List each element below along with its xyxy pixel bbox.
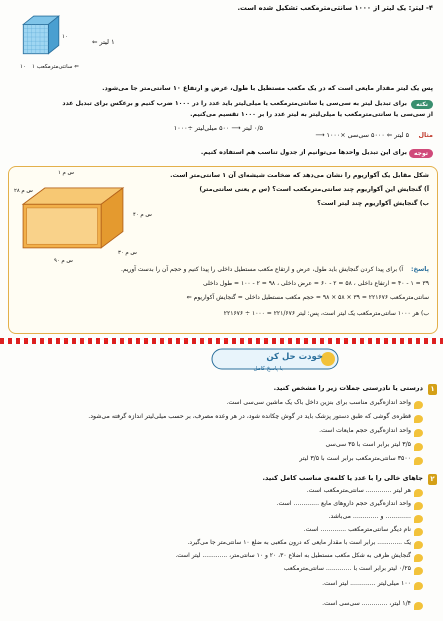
bullet-leaf-icon: [414, 541, 423, 549]
section-heading: ۴- لیتر: یک لیتر از ۱۰۰۰ سانتی‌مترمکعب تشکیل شده است.: [237, 4, 433, 12]
bullet-leaf-icon: [414, 602, 423, 610]
bullet-leaf-icon: [414, 567, 423, 575]
liter-caption: ۱ لیتر ⇐: [92, 38, 115, 46]
q2-item-2: واحد اندازه‌گیری حجم داروهای مایع ............. است.: [276, 500, 411, 507]
liter-definition: پس یک لیتر مقدار مایعی است که در یک مکعب مستطیل با طول، عرض و ارتفاع ۱۰ سانتی‌متر جا می‌شود.: [102, 84, 433, 92]
q1-item-5: ۳۵۰۰ سانتی‌مترمکعب برابر است با ۳/۵ لیتر: [299, 455, 411, 462]
banner-title: خودت حل کن: [266, 352, 323, 362]
q2-item-6: گنجایش ظرفی به شکل مکعب مستطیل به اضلاع ۳۰، ۲۰ و ۱۰ سانتی‌متر، ............. لیتر است.: [175, 552, 411, 559]
answer-line-4: ب) هر ۱۰۰۰ سانتی‌مترمکعب یک لیتر است، پس: لیتر ۲۲۱/۶۷۶ = ۱۰۰۰ ÷ ۲۲۱۶۷۶: [223, 310, 429, 317]
aquarium-dim-height: ۴۰ س م: [133, 212, 152, 218]
box-intro: شکل مقابل یک آکواریوم را نشان می‌دهد که ضخامت شیشه‌ای آن ۱ سانتی‌متر است.: [170, 172, 429, 179]
banner-subtitle: با پاسخ کامل: [253, 366, 283, 372]
section-divider: [0, 338, 443, 344]
bullet-leaf-icon: [414, 415, 423, 423]
answer-label: پاسخ:: [411, 266, 429, 273]
bullet-leaf-icon: [414, 443, 423, 451]
box-question-b: ب) گنجایش آکواریوم چند لیتر است؟: [317, 200, 429, 207]
bullet-leaf-icon: [414, 457, 423, 465]
tip-line: برای این تبدیل واحدها می‌توانیم از جدول تناسب هم استفاده کنیم.: [200, 149, 407, 156]
answer-line-3: سانتی‌مترمکعب ۲۲۱۶۷۶ = ۳۹ × ۵۸ × ۹۸ = حجم مکعب مستطیل داخلی = گنجایش آکواریوم ⇐: [186, 294, 429, 301]
bullet-leaf-icon: [414, 401, 423, 409]
note-tag: نکته: [411, 100, 433, 109]
q1-item-2: قطره‌ی گوشی که طبق دستور پزشک باید در گوش چکانده شود، در هر وعده مصرف، بر حسب میلی‌لیتر اندازه گرفته می‌شود.: [88, 413, 411, 420]
example-line-1: ۵ لیتر ⇐ ۵۰۰۰ سی‌سی ×۱۰۰۰ ⟶: [315, 131, 409, 139]
bullet-leaf-icon: [414, 489, 423, 497]
question-2-prompt: جاهای خالی را با عدد یا کلمه‌ی مناسب کامل کنید.: [262, 474, 423, 482]
q2-item-7: ۰/۲۵ لیتر برابر است با ............. سانتی‌مترمکعب: [283, 565, 411, 572]
q2-item-5: یک ............. برابر است با مقدار مایعی که درون مکعبی به ضلع ۱۰ سانتی‌متر جا می‌گیرد.: [187, 539, 411, 546]
example-tag: مثال: [418, 131, 433, 139]
bullet-leaf-icon: [414, 554, 423, 562]
aquarium-dim-top: ۱ س م: [58, 170, 74, 176]
cube-dim-label-side: ۱۰: [62, 34, 68, 40]
tip-tag: توجه: [409, 149, 433, 158]
q1-item-4: ۳/۵ لیتر برابر است با ۳۵ سی‌سی: [325, 441, 411, 448]
q1-item-1: واحد اندازه‌گیری مناسب برای بنزین داخل باک یک ماشین سی‌سی است.: [226, 399, 411, 406]
bullet-leaf-icon: [414, 515, 423, 523]
q2-item-8: ۱۰۰ میلی‌لیتر ............. لیتر است.: [322, 580, 411, 587]
q2-item-9: ۱/۴ لیتر، ............. سی‌سی است.: [322, 600, 411, 607]
bullet-leaf-icon: [414, 582, 423, 590]
aquarium-dim-length: ۹۰ س م: [54, 258, 73, 264]
q2-item-3: ............. و ............. می‌باشد.: [328, 513, 411, 520]
bullet-leaf-icon: [414, 429, 423, 437]
aquarium-dim-width: ۳۰ س م: [118, 250, 137, 256]
question-1-number: ۱: [428, 384, 437, 395]
liter-cube-figure: [16, 14, 64, 60]
q1-item-3: واحد اندازه‌گیری حجم مایعات است.: [319, 427, 411, 434]
question-1-prompt: درستی یا نادرستی جملات زیر را مشخص کنید.: [273, 384, 423, 392]
answer-line-1: آ) برای پیدا کردن گنجایش باید طول، عرض و ارتفاع مکعب مستطیل داخلی را پیدا کنیم و حجم آن را بدست آوریم.: [120, 266, 403, 273]
example-line-2: ۰/۵ لیتر ⟶ ۵۰۰ میلی‌لیتر ÷۱۰۰۰: [173, 124, 263, 132]
small-cube-caption: ۱ سانتی‌مترمکعب ⇐: [32, 64, 79, 70]
cube-dim-label-bottom: ۱۰: [20, 64, 26, 70]
answer-line-2: ۳۹ = ۱ - ۴۰ = ارتفاع داخلی ، ۵۸ = ۲ - ۶۰ = عرض داخلی ، ۹۸ = ۲ - ۱۰۰ = طول داخلی: [202, 280, 429, 287]
aquarium-dim-side: ۲۸ س م: [14, 188, 33, 194]
q2-item-1: هر لیتر ............. سانتی‌مترمکعب است.: [306, 487, 411, 494]
note-line-1: برای تبدیل لیتر به سی‌سی یا سانتی‌مترمکعب یا میلی‌لیتر باید عدد را در ۱۰۰۰ ضرب کنیم و برعکس برای تبدیل عدد: [62, 100, 407, 107]
note-line-2: از سی‌سی یا سانتی‌مترمکعب یا میلی‌لیتر به لیتر عدد را بر ۱۰۰۰ تقسیم می‌کنیم.: [190, 111, 433, 118]
q2-item-4: نام دیگر سانتی‌مترمکعب ............. است.: [303, 526, 411, 533]
box-question-a: آ) گنجایش این آکواریوم چند سانتی‌مترمکعب است؟ (س م یعنی سانتی‌متر): [199, 186, 429, 193]
bullet-leaf-icon: [414, 502, 423, 510]
question-2-number: ۲: [428, 474, 437, 485]
bullet-leaf-icon: [414, 528, 423, 536]
